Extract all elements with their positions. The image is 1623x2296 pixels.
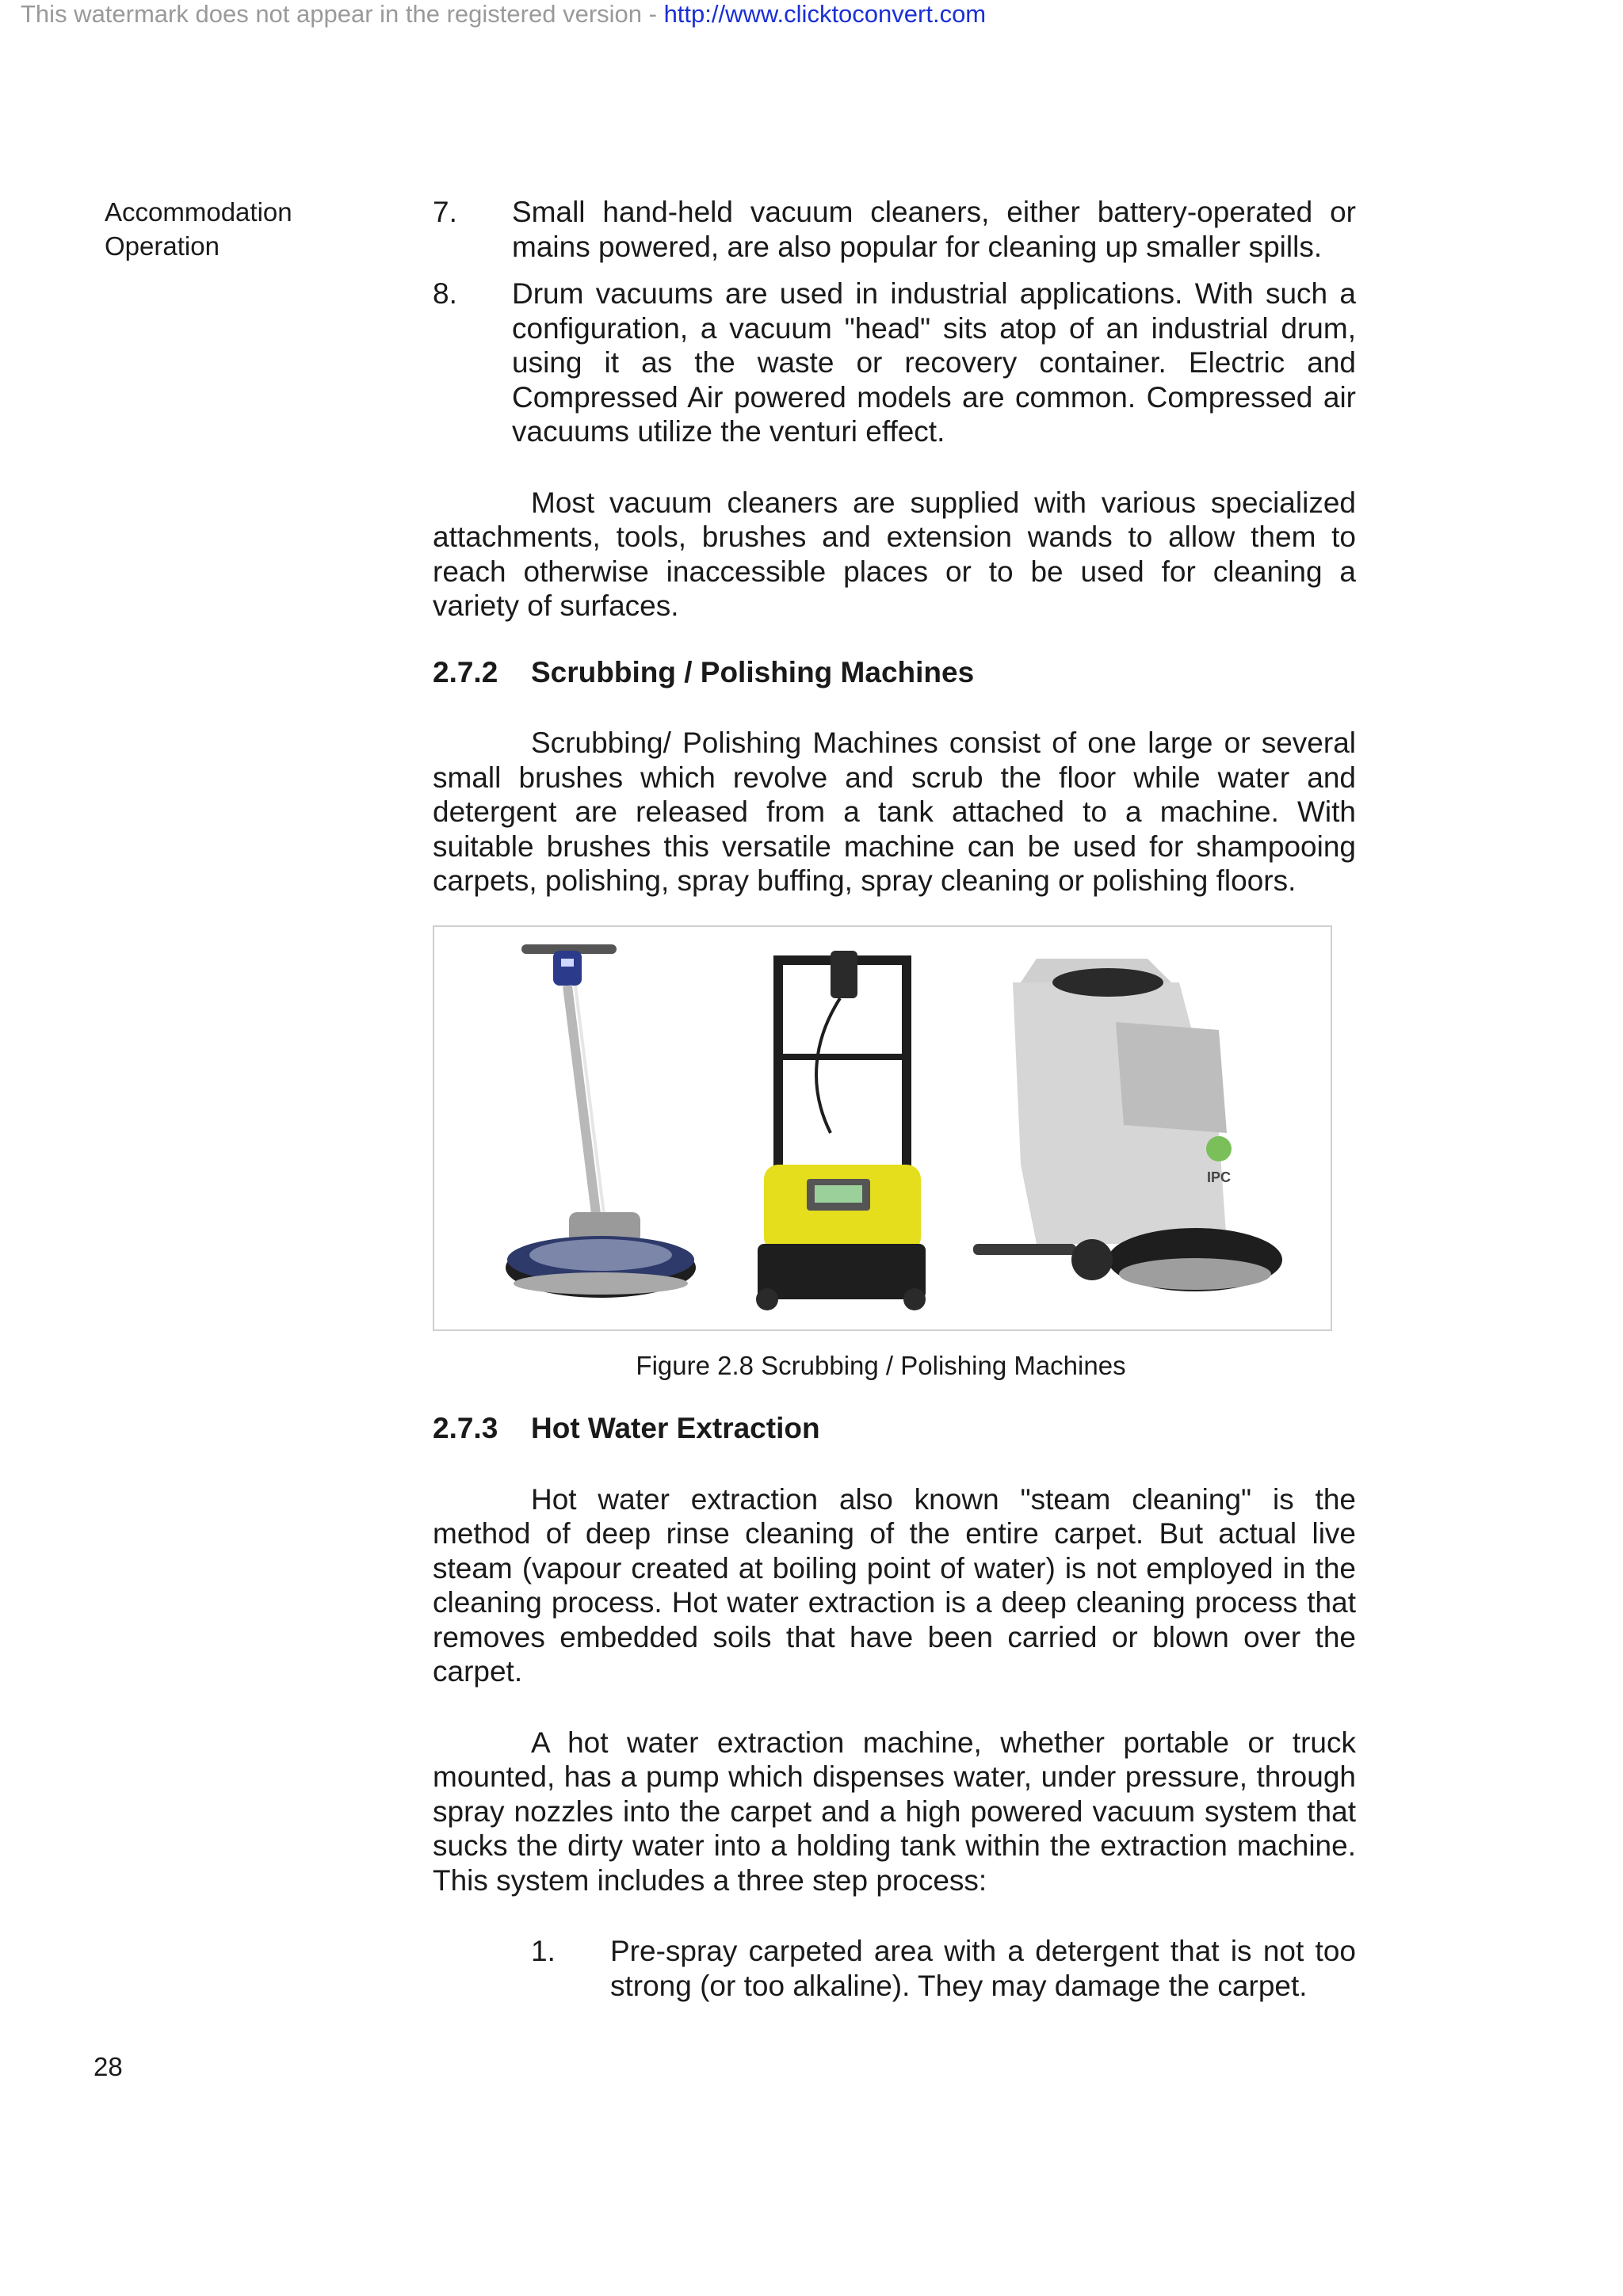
page-number: 28 [94,2052,123,2081]
list-number: 7. [433,196,457,228]
section-title: Scrubbing / Polishing Machines [531,655,975,688]
main-content [433,195,1356,2016]
paragraph-attachments: Most vacuum cleaners are supplied with various specialized attachments, tools, brushes and extension wands to allow them to reach otherwise inaccessible places or to be used for cleaning a variety of surfaces. [433,486,1356,622]
sidebar-line-1: Accommodation [105,197,292,227]
list-number: 8. [433,277,457,310]
list-item-step-1 [531,1934,1356,2003]
section-number: 2.7.2 [433,655,498,688]
yellow-carpet-machine-illustration [756,951,926,1310]
machine-brand-label: IPC [1206,1169,1232,1185]
watermark [21,0,986,29]
scrubbing-machines-illustration [434,927,1331,1329]
section-heading-2-7-3 [433,1411,1356,1446]
section-title: Hot Water Extraction [531,1412,820,1444]
sidebar-module-title [105,195,366,263]
auto-scrubber-illustration [973,959,1282,1291]
figure-image [433,925,1332,1331]
paragraph-hot-water-1: Hot water extraction also known "steam cleaning" is the method of deep rinse cleaning of the entire carpet. But actual live steam (vapour created at boiling point of water) is not employed in the cleaning process. Hot water extraction is a deep cleaning process that removes embedded soils that have been carried or blown over the carpet. [433,1482,1356,1688]
list-item-8 [433,277,1356,449]
watermark-text: This watermark does not appear in the registered version - [21,0,664,28]
section-heading-2-7-2 [433,655,1356,690]
list-number: 1. [531,1935,556,1967]
watermark-link[interactable]: http://www.clicktoconvert.com [663,0,987,28]
list-text: Drum vacuums are used in industrial applications. With such a configuration, a vacuum "head" sits atop of an industrial drum, using it as the waste or recovery container. Electric and Compressed Air powered models are common. Compressed air vacuums utilize the venturi effect. [512,277,1356,448]
paragraph-scrubbing: Scrubbing/ Polishing Machines consist of one large or several small brushes which revolve and scrub the floor while water and detergent are released from a tank attached to a machine. With suitable brushes this versatile machine can be used for shampooing carpets, polishing, spray buffing, spray cleaning or polishing floors. [433,727,1356,897]
section-number: 2.7.3 [433,1412,498,1444]
figure-caption: Figure 2.8 Scrubbing / Polishing Machines [636,1350,1126,1380]
list-text: Pre-spray carpeted area with a detergent that is not too strong (or too alkaline). They may damage the carpet. [610,1935,1356,2002]
sidebar-line-2: Operation [105,231,220,261]
rotary-polisher-illustration [506,944,696,1298]
list-item-7 [433,195,1356,264]
paragraph-hot-water-2: A hot water extraction machine, whether portable or truck mounted, has a pump which dispenses water, under pressure, through spray nozzles into the carpet and a high powered vacuum system that sucks the dirty water into a holding tank within the extraction machine. This system includes a three step process: [433,1726,1356,1897]
list-text: Small hand-held vacuum cleaners, either battery-operated or mains powered, are also popular for cleaning up smaller spills. [512,196,1356,263]
